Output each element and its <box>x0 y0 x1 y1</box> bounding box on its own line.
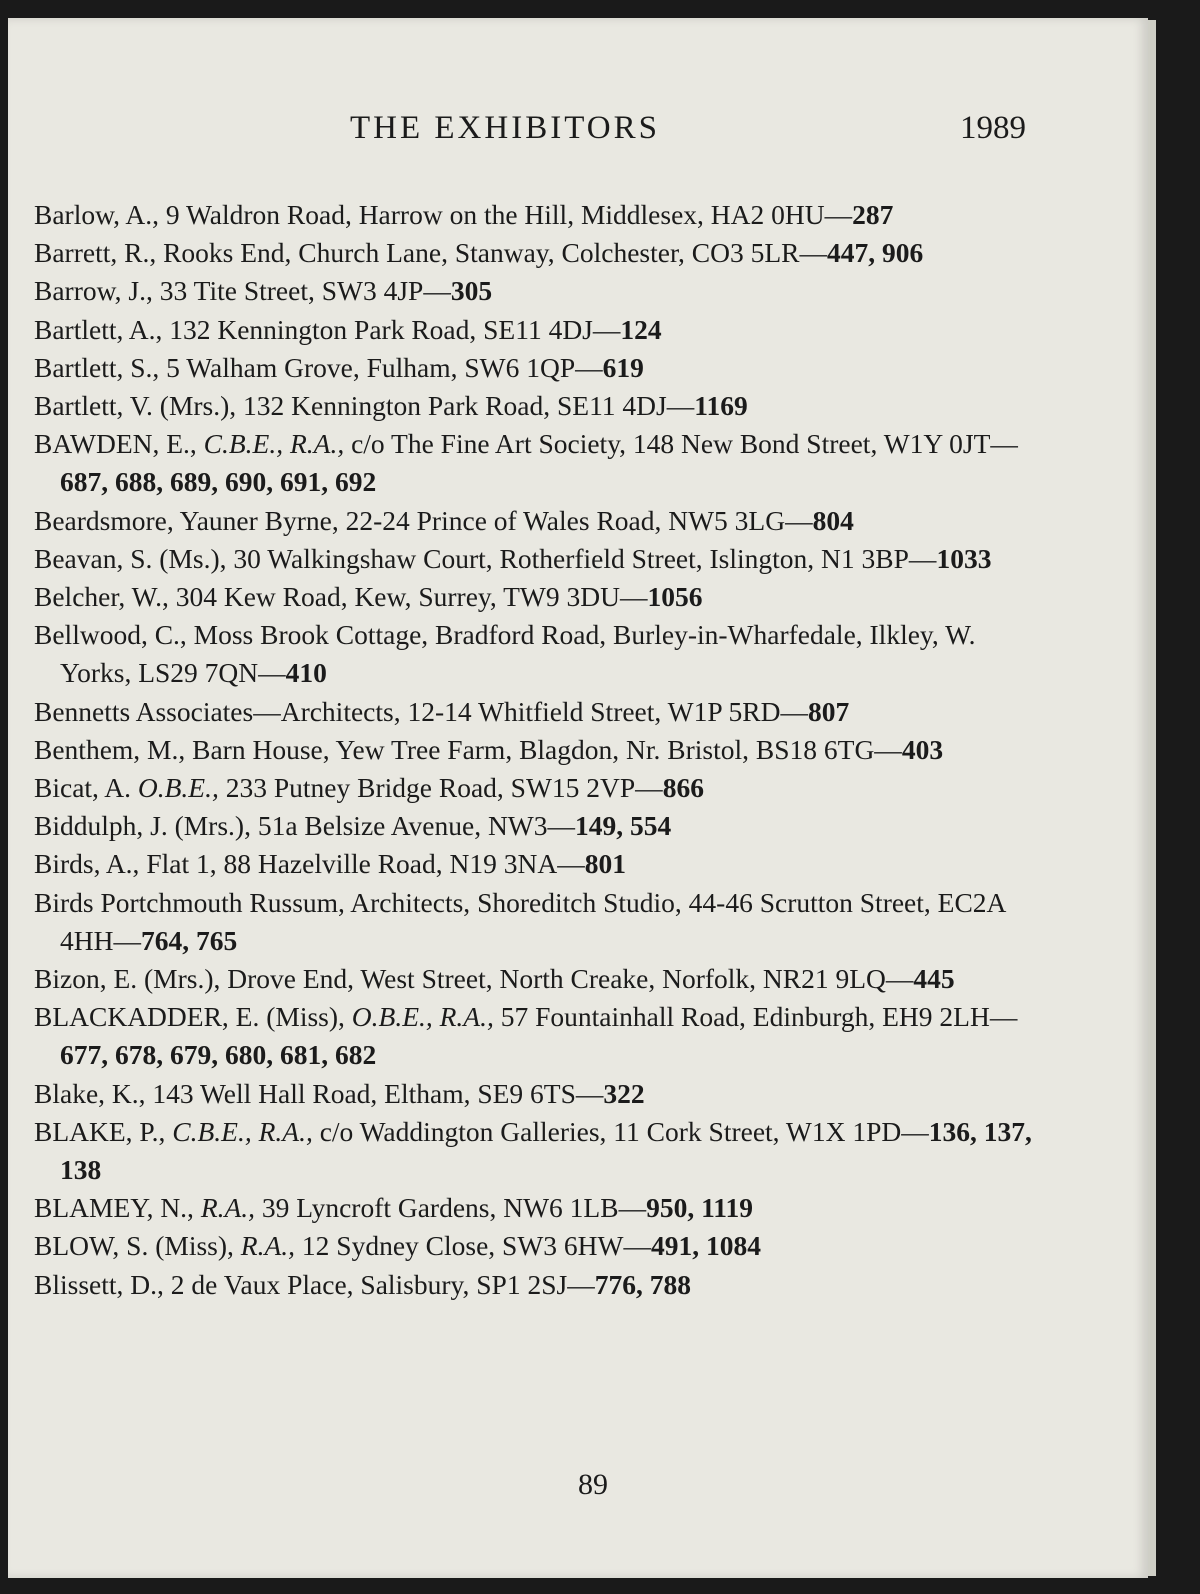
exhibitor-address: c/o The Fine Art Society, 148 New Bond Street, W1Y 0JT— <box>351 428 1018 460</box>
page-year: 1989 <box>960 110 1026 146</box>
exhibitor-entry <box>34 1113 1044 1189</box>
exhibit-numbers: 287 <box>852 199 894 230</box>
exhibitor-name: Birds, A., <box>34 848 147 880</box>
exhibitor-address: Drove End, West Street, North Creake, Norfolk, NR21 9LQ— <box>227 963 914 995</box>
exhibit-numbers: 447, 906 <box>826 237 924 269</box>
exhibitor-name: Bartlett, A., <box>34 313 170 345</box>
exhibitor-address: 132 Kennington Park Road, SE11 4DJ— <box>243 390 695 422</box>
exhibitor-entry <box>34 960 1044 998</box>
exhibitor-honours: O.B.E., R.A., <box>351 1001 501 1033</box>
exhibitor-name: BLACKADDER, E. (Miss), <box>34 1001 352 1033</box>
exhibitor-name: BLAMEY, N., <box>34 1192 201 1224</box>
exhibitor-entry <box>34 731 1044 769</box>
exhibit-numbers: 866 <box>662 772 704 804</box>
exhibitor-name: Blake, K., <box>34 1077 153 1109</box>
exhibitor-address: 132 Kennington Park Road, SE11 4DJ— <box>169 313 621 345</box>
exhibitor-entry <box>34 845 1044 883</box>
exhibit-numbers: 619 <box>602 351 644 383</box>
exhibit-numbers: 1169 <box>694 390 748 422</box>
exhibit-numbers: 804 <box>812 504 854 536</box>
exhibitor-name: Blissett, D., <box>34 1268 171 1300</box>
exhibitor-name: Bicat, A. <box>34 772 138 804</box>
exhibitor-name: Barrett, R., <box>34 237 164 269</box>
exhibitor-name: Birds Portchmouth Russum, Architects, <box>34 886 478 918</box>
exhibit-numbers: 764, 765 <box>140 924 238 956</box>
exhibitor-name: Belcher, W., <box>34 581 176 613</box>
exhibit-numbers: 403 <box>901 733 944 765</box>
book-page <box>8 18 1148 1578</box>
exhibit-numbers: 677, 678, 679, 680, 681, 682 <box>60 1039 377 1071</box>
exhibitor-address: Flat 1, 88 Hazelville Road, N19 3NA— <box>146 848 585 880</box>
exhibitor-entry <box>34 807 1044 845</box>
exhibitor-name: Barlow, A., <box>34 199 166 230</box>
exhibitor-entry <box>34 578 1044 616</box>
exhibitor-name: Bennetts Associates—Architects, <box>34 695 408 727</box>
exhibitor-honours: R.A., <box>200 1192 262 1224</box>
exhibitor-entry <box>34 196 1044 234</box>
exhibitor-entry <box>34 502 1044 540</box>
exhibitor-address: Shoreditch Studio, 44-46 Scrutton Street, EC2A 4HH— <box>60 886 1005 956</box>
exhibitor-name: Biddulph, J. (Mrs.), <box>34 810 258 842</box>
exhibit-numbers: 136, 137, 138 <box>60 1115 1032 1186</box>
exhibit-numbers: 410 <box>285 657 327 689</box>
exhibitor-address: Barn House, Yew Tree Farm, Blagdon, Nr. Bristol, BS18 6TG— <box>192 733 902 765</box>
exhibitor-entry <box>34 540 1044 578</box>
exhibitor-name: Bizon, E. (Mrs.), <box>34 963 228 995</box>
exhibit-numbers: 124 <box>620 313 662 345</box>
exhibitor-entry <box>34 425 1044 501</box>
exhibitor-address: 51a Belsize Avenue, NW3— <box>257 810 576 842</box>
exhibitor-address: 304 Kew Road, Kew, Surrey, TW9 3DU— <box>175 581 648 613</box>
exhibitor-entry <box>34 349 1044 387</box>
exhibitor-address: 39 Lyncroft Gardens, NW6 1LB— <box>261 1192 647 1224</box>
exhibitor-name: BLOW, S. (Miss), <box>34 1230 241 1262</box>
exhibitor-name: BAWDEN, E., <box>34 428 204 460</box>
exhibit-numbers: 807 <box>807 695 850 727</box>
exhibitor-entry <box>34 1266 1044 1304</box>
page-edge <box>1148 20 1156 1576</box>
exhibitor-entry <box>34 1189 1044 1227</box>
exhibitor-entry <box>34 387 1044 425</box>
exhibitor-address: Moss Brook Cottage, Bradford Road, Burley-in-Wharfedale, Ilkley, W. Yorks, LS29 7QN— <box>60 619 976 689</box>
exhibitor-entry <box>34 769 1044 807</box>
exhibitor-address: 233 Putney Bridge Road, SW15 2VP— <box>225 772 663 804</box>
exhibit-numbers: 322 <box>603 1077 645 1109</box>
exhibit-numbers: 776, 788 <box>594 1268 691 1300</box>
exhibitor-honours: C.B.E., R.A., <box>203 428 352 460</box>
exhibit-numbers: 491, 1084 <box>651 1230 761 1262</box>
exhibit-numbers: 1056 <box>647 581 703 613</box>
exhibitor-entry <box>34 311 1044 349</box>
exhibitor-address: 5 Walham Grove, Fulham, SW6 1QP— <box>166 351 603 383</box>
exhibitor-name: Bartlett, V. (Mrs.), <box>34 390 244 422</box>
exhibit-numbers: 445 <box>913 963 955 995</box>
exhibitor-address: 12-14 Whitfield Street, W1P 5RD— <box>407 695 808 727</box>
exhibitor-entry <box>34 884 1044 960</box>
exhibitor-name: Beavan, S. (Ms.), <box>34 542 234 574</box>
exhibitor-honours: R.A., <box>240 1230 302 1262</box>
exhibit-numbers: 687, 688, 689, 690, 691, 692 <box>60 466 377 498</box>
exhibitor-address: 22-24 Prince of Wales Road, NW5 3LG— <box>345 504 813 536</box>
exhibitor-address: Rooks End, Church Lane, Stanway, Colchester, CO3 5LR— <box>163 237 827 269</box>
exhibit-numbers: 1033 <box>936 542 992 574</box>
exhibit-numbers: 950, 1119 <box>646 1192 754 1224</box>
exhibitor-entry <box>34 693 1044 731</box>
exhibitor-address: 33 Tite Street, SW3 4JP— <box>159 275 451 307</box>
exhibitor-entry <box>34 616 1044 692</box>
exhibitor-address: 57 Fountainhall Road, Edinburgh, EH9 2LH— <box>500 1001 1018 1033</box>
exhibitor-name: Bartlett, S., <box>34 351 167 383</box>
exhibitor-name: Barrow, J., <box>34 275 160 307</box>
exhibitor-entry <box>34 272 1044 310</box>
page-number: 89 <box>578 1468 608 1501</box>
exhibitor-honours: O.B.E., <box>137 772 226 804</box>
exhibitor-name: Bellwood, C., <box>34 619 194 651</box>
exhibitor-entry <box>34 1075 1044 1113</box>
exhibitor-address: 9 Waldron Road, Harrow on the Hill, Middlesex, HA2 0HU— <box>165 199 853 230</box>
exhibitor-honours: C.B.E., R.A., <box>172 1115 320 1147</box>
exhibit-numbers: 801 <box>584 848 626 880</box>
exhibitor-address: 30 Walkingshaw Court, Rotherfield Street, Islington, N1 3BP— <box>233 542 937 574</box>
exhibitor-address: c/o Waddington Galleries, 11 Cork Street, W1X 1PD— <box>319 1115 929 1147</box>
exhibitor-name: Benthem, M., <box>34 733 193 765</box>
exhibitor-address: 12 Sydney Close, SW3 6HW— <box>301 1230 651 1262</box>
exhibitor-list <box>34 196 1044 1304</box>
exhibitor-address: 143 Well Hall Road, Eltham, SE9 6TS— <box>152 1077 604 1109</box>
exhibitor-name: BLAKE, P., <box>34 1115 173 1147</box>
exhibit-numbers: 149, 554 <box>575 810 672 842</box>
exhibitor-address: 2 de Vaux Place, Salisbury, SP1 2SJ— <box>170 1268 595 1300</box>
exhibitor-entry <box>34 1227 1044 1265</box>
exhibitor-entry <box>34 234 1044 272</box>
exhibit-numbers: 305 <box>450 275 493 307</box>
exhibitor-name: Beardsmore, Yauner Byrne, <box>34 504 346 536</box>
page-title: THE EXHIBITORS <box>350 110 660 146</box>
exhibitor-entry <box>34 998 1044 1074</box>
